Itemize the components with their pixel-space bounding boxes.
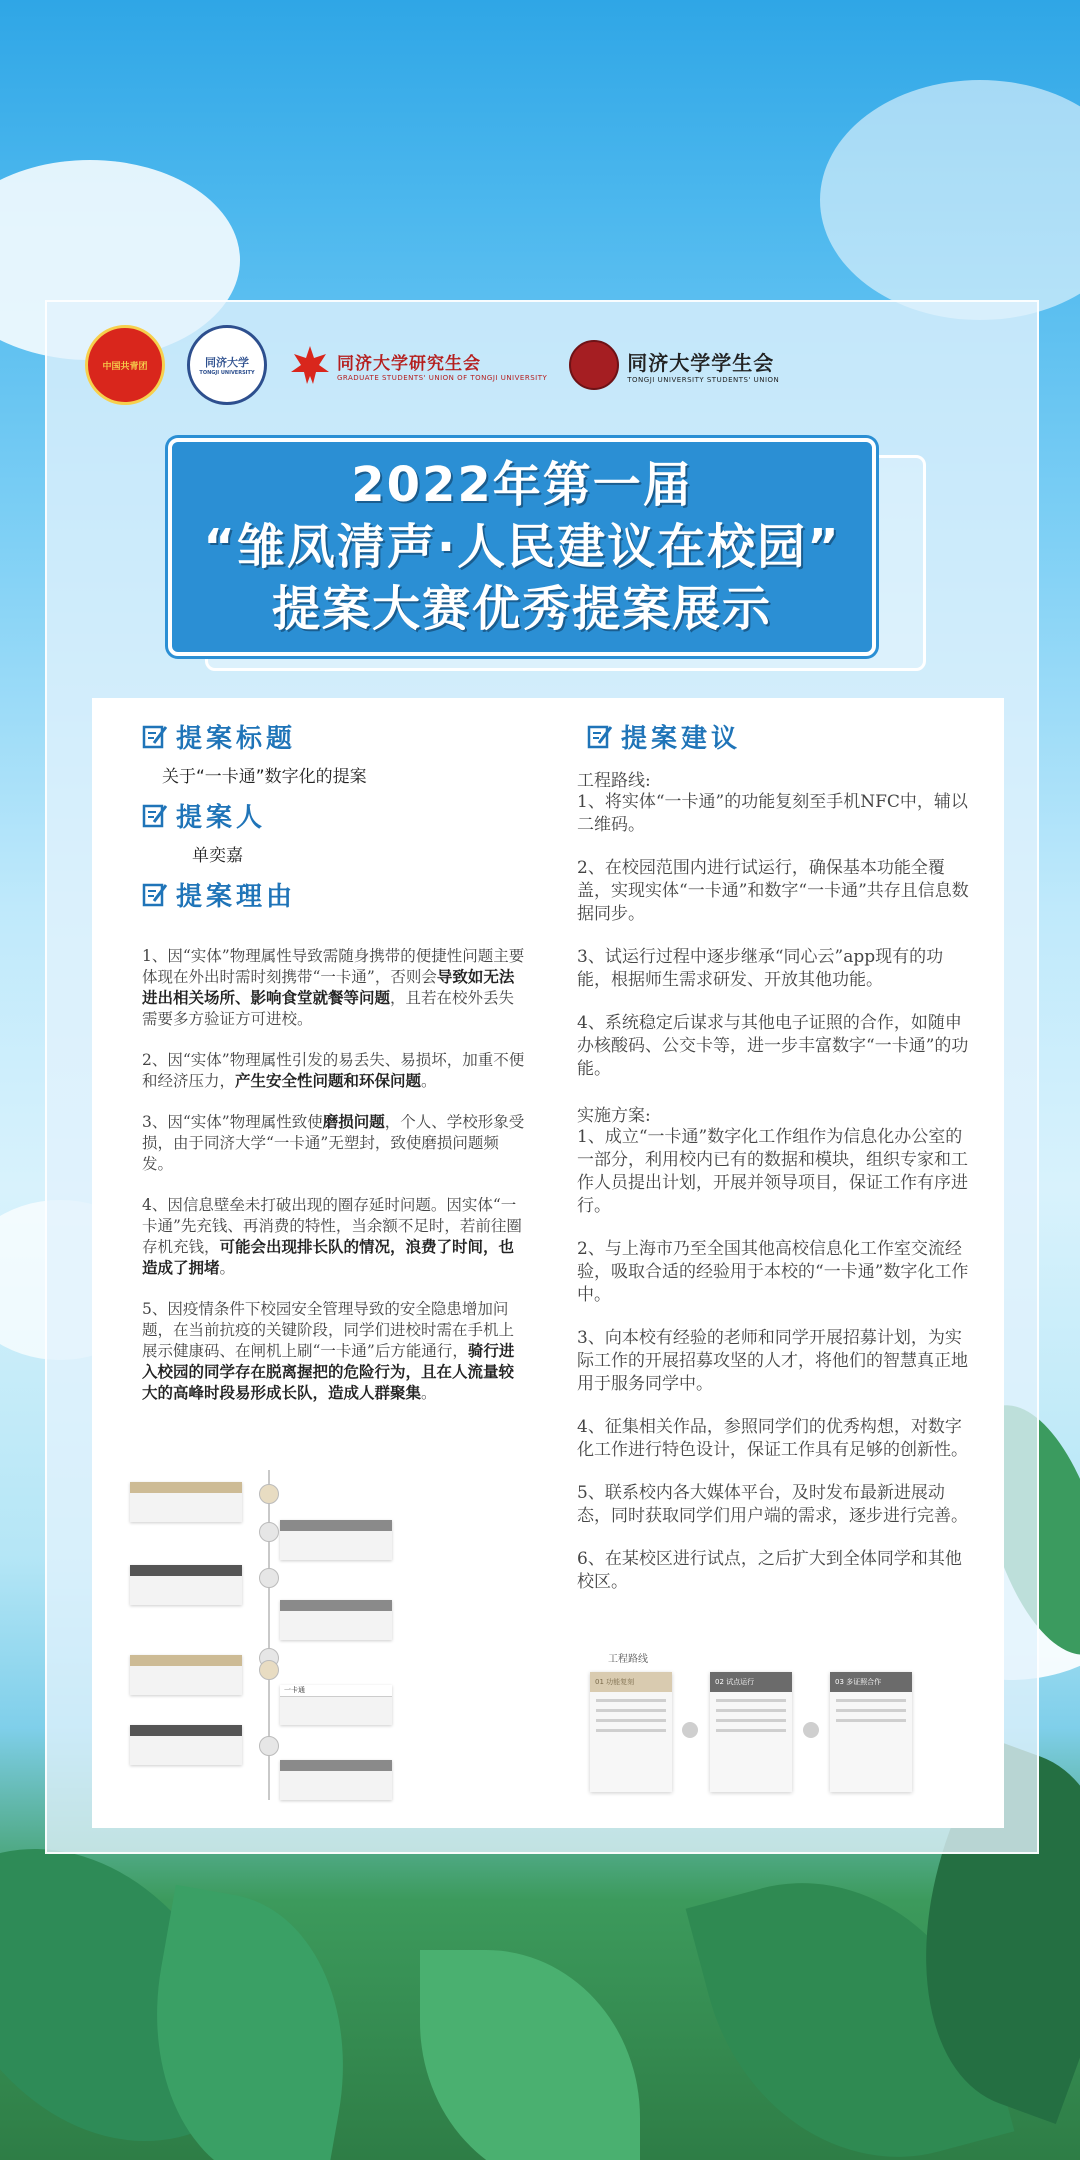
- reason-emphasis: 磨损问题: [322, 1113, 385, 1131]
- cloud: [820, 80, 1080, 320]
- timeline-dot: [259, 1736, 279, 1756]
- roadmap-label: 工程路线: [608, 1654, 648, 1665]
- timeline-dot: [259, 1484, 279, 1504]
- plan-item: 1、成立“一卡通”数字化工作组作为信息化办公室的一部分，利用校内已有的数据和模块，组织专家和工作人员提出计划，开展并领导项目，保证工作有序进行。: [577, 1127, 968, 1216]
- route-item: 1、将实体“一卡通”的功能复刻至手机NFC中，辅以二维码。: [577, 792, 968, 835]
- edit-icon: [142, 723, 168, 749]
- topic-value: 关于“一卡通”数字化的提案: [162, 767, 367, 787]
- reason-text: 3、因“实体”物理属性致使: [142, 1113, 323, 1131]
- roadmap-arrow-icon: [803, 1722, 819, 1738]
- leaf: [420, 1950, 640, 2160]
- youth-league-logo: [85, 325, 165, 405]
- timeline-dot: [259, 1568, 279, 1588]
- reason-list: [142, 946, 527, 1404]
- plan-item: 3、向本校有经验的老师和同学开展招募计划，为实际工作的开展招募攻坚的人才，将他们的智慧真正地用于服务同学中。: [577, 1328, 968, 1394]
- roadmap-step-title: 02 试点运行: [710, 1672, 792, 1692]
- author-heading-label: 提案人: [176, 802, 267, 833]
- su-seal-icon: [569, 340, 619, 390]
- reason-emphasis: 骑行进入校园的同学存在脱离握把的危险行为，且在人流量较大的高峰时段易形成长队，造成人群聚集: [142, 1342, 515, 1402]
- suggestion-heading: [587, 716, 977, 756]
- roadmap-step-title: 03 多证照合作: [830, 1672, 912, 1692]
- su-logo: [569, 340, 779, 390]
- route-heading: 工程路线:: [577, 771, 651, 791]
- gsu-logo: [289, 344, 547, 386]
- plan-item: 6、在某校区进行试点，之后扩大到全体同学和其他校区。: [577, 1549, 962, 1592]
- timeline-dot: [259, 1660, 279, 1680]
- reason-emphasis: 可能会出现排长队的情况，浪费了时间，也造成了拥堵: [142, 1238, 515, 1277]
- timeline-card: [280, 1600, 392, 1640]
- reason-item: [142, 1050, 527, 1092]
- reason-text: 。: [421, 1072, 437, 1090]
- university-seal-logo: [187, 325, 267, 405]
- su-logo-cn: 同济大学学生会: [627, 350, 775, 375]
- reason-text: 4、因信息壁垒未打破出现的圈存延时问题。因实体“一卡通”先充钱、再消费的特性，当余额不足时，若前往圈存机充钱，: [142, 1196, 522, 1256]
- route-item: 2、在校园范围内进行试运行，确保基本功能全覆盖，实现实体“一卡通”和数字“一卡通”共存且信息数据同步。: [577, 858, 969, 924]
- maple-leaf-icon: [289, 344, 331, 386]
- reason-item: [142, 1299, 527, 1404]
- timeline-card: [280, 1685, 392, 1725]
- roadmap-step-card: [830, 1672, 912, 1792]
- reason-text: 。: [219, 1259, 236, 1277]
- plan-heading: 实施方案:: [577, 1106, 651, 1126]
- youth-league-logo-text: 中国共青团: [102, 361, 148, 372]
- plan-list: [577, 1126, 977, 1594]
- reason-text: 1、因“实体”物理属性导致需随身携带的便捷性问题主要体现在外出时需时刻携带“一卡通”，否则会: [142, 947, 525, 986]
- reason-text: 。: [421, 1384, 437, 1402]
- reason-text: 5、因疫情条件下校园安全管理导致的安全隐患增加问题，在当前抗疫的关键阶段，同学们进校时需在手机上展示健康码、在闸机上刷“一卡通”后方能通行，: [142, 1300, 515, 1360]
- right-column: [577, 716, 977, 1614]
- reason-text: 2、因“实体”物理属性引发的易丢失、易损坏，加重不便和经济压力，: [142, 1051, 525, 1090]
- left-column: [142, 716, 527, 1424]
- timeline-card-label: 一卡通: [280, 1685, 392, 1697]
- title-line-3: 提案大赛优秀提案展示: [271, 581, 772, 637]
- author-heading: [142, 795, 527, 835]
- route-item: 4、系统稳定后谋求与其他电子证照的合作，如随申办核酸码、公交卡等，进一步丰富数字“一卡通”的功能。: [577, 1013, 969, 1079]
- reason-heading: [142, 874, 527, 914]
- timeline-card: [280, 1760, 392, 1800]
- roadmap-step-card: [710, 1672, 792, 1792]
- title-line-1: 2022年第一届: [351, 457, 693, 513]
- plan-item: 2、与上海市乃至全国其他高校信息化工作室交流经验，吸取合适的经验用于本校的“一卡通”数字化工作中。: [577, 1239, 969, 1305]
- roadmap-step-title: 01 功能复刻: [590, 1672, 672, 1692]
- reason-text: ，个人、学校形象受损，由于同济大学“一卡通”无塑封，致使磨损问题频发。: [142, 1113, 525, 1173]
- plan-item: 5、联系校内各大媒体平台，及时发布最新进展动态，同时获取同学们用户端的需求，逐步进行完善。: [577, 1483, 968, 1526]
- edit-icon: [142, 881, 168, 907]
- timeline-card: [130, 1655, 242, 1695]
- plan-item: 4、征集相关作品，参照同学们的优秀构想，对数字化工作进行特色设计，保证工作具有足够的创新性。: [577, 1417, 968, 1460]
- university-seal-cn: 同济大学: [205, 356, 249, 369]
- university-seal-en: TONGJI UNIVERSITY: [199, 370, 255, 376]
- logo-bar: [85, 325, 779, 405]
- topic-heading: [142, 716, 527, 756]
- author-value: 单奕嘉: [192, 846, 243, 866]
- edit-icon: [587, 723, 613, 749]
- reason-emphasis: 产生安全性问题和环保问题: [235, 1072, 422, 1090]
- gsu-logo-cn: 同济大学研究生会: [337, 353, 481, 374]
- route-list: [577, 791, 977, 1081]
- route-item: 3、试运行过程中逐步继承“同心云”app现有的功能，根据师生需求研发、开放其他功能。: [577, 947, 944, 990]
- timeline-card: [280, 1520, 392, 1560]
- reason-heading-label: 提案理由: [176, 881, 297, 912]
- reason-item: [142, 1195, 527, 1279]
- reason-item: [142, 1112, 527, 1175]
- timeline-dot: [259, 1522, 279, 1542]
- timeline-graphic: [130, 1470, 420, 1800]
- reason-item: [142, 946, 527, 1030]
- title-banner: [168, 438, 876, 656]
- edit-icon: [142, 802, 168, 828]
- timeline-card: [130, 1725, 242, 1765]
- su-logo-en: TONGJI UNIVERSITY STUDENTS' UNION: [627, 375, 780, 384]
- title-line-2: “雏凤清声·人民建议在校园”: [203, 519, 841, 575]
- timeline-card: [130, 1565, 242, 1605]
- gsu-logo-en: GRADUATE STUDENTS' UNION OF TONGJI UNIVERSITY: [337, 373, 548, 382]
- reason-text: ，且若在校外丢失需要多方验证方可进校。: [142, 989, 515, 1028]
- suggestion-heading-label: 提案建议: [621, 723, 742, 754]
- roadmap-arrow-icon: [682, 1722, 698, 1738]
- roadmap-step-card: [590, 1672, 672, 1792]
- reason-emphasis: 导致如无法进出相关场所、影响食堂就餐等问题: [142, 968, 515, 1007]
- timeline-card: [130, 1482, 242, 1522]
- roadmap-graphic: [590, 1650, 930, 1810]
- topic-heading-label: 提案标题: [176, 723, 297, 754]
